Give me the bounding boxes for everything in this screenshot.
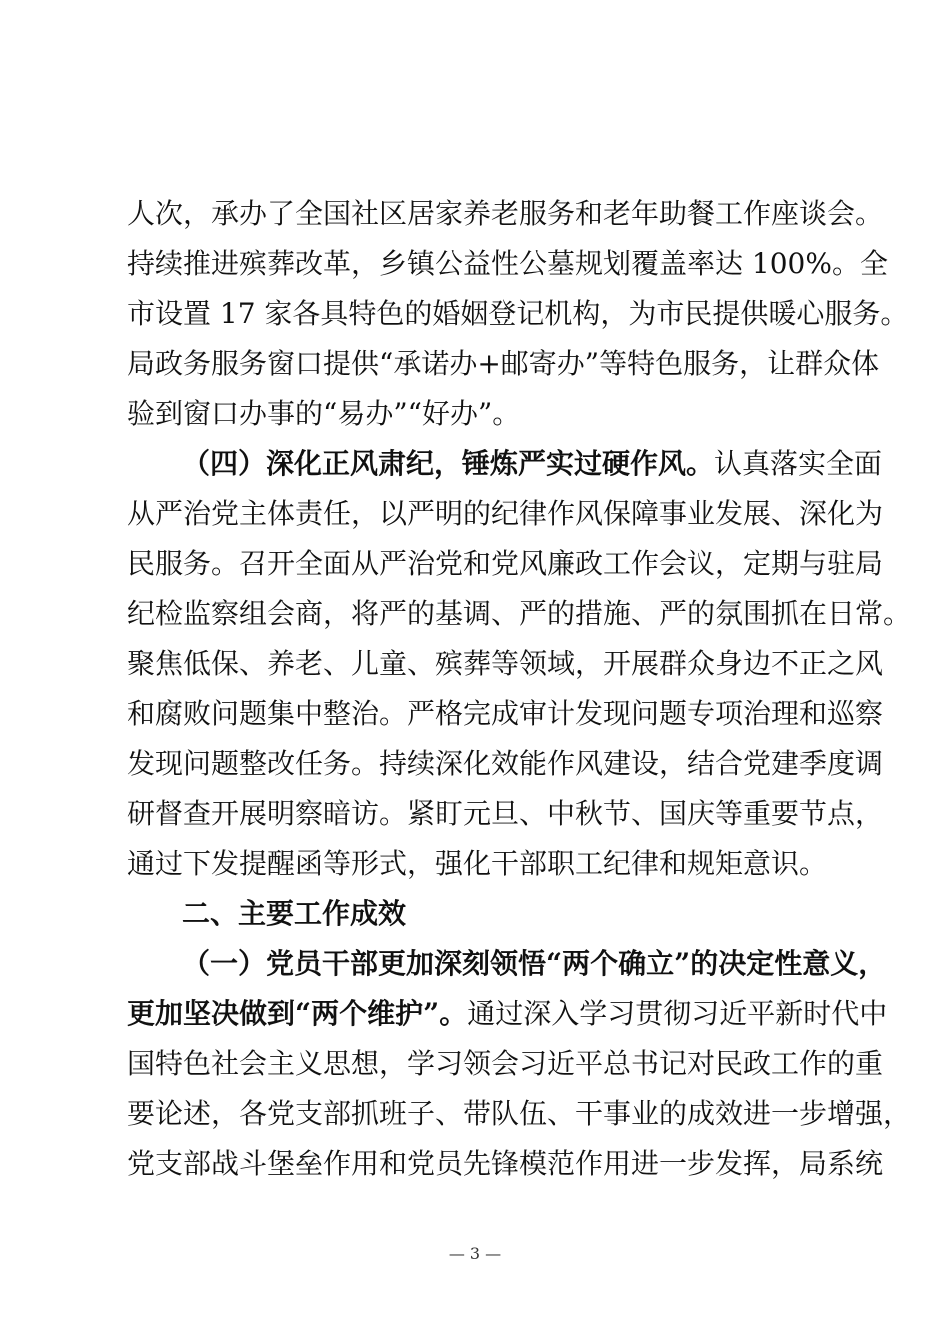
body-text-line: 研督查开展明察暗访。紧盯元旦、中秋节、国庆等重要节点， — [127, 797, 884, 830]
body-text-line: 持续推进殡葬改革，乡镇公益性公墓规划覆盖率达 100%。全 — [127, 247, 888, 280]
page-number: — 3 — — [448, 1244, 502, 1263]
body-text-line: 聚焦低保、养老、儿童、殡葬等领域，开展群众身边不正之风 — [127, 647, 884, 680]
subsection-heading-continuation: 更加坚决做到“两个维护”。 — [127, 997, 468, 1030]
section-heading: 二、主要工作成效 — [182, 897, 407, 930]
body-text-line: 从严治党主体责任，以严明的纪律作风保障事业发展、深化为 — [127, 497, 884, 530]
body-text-line: 党支部战斗堡垒作用和党员先锋模范作用进一步发挥，局系统 — [127, 1147, 884, 1180]
subsection-paragraph-line — [127, 996, 888, 1032]
body-text-fragment: 认真落实全面 — [714, 447, 883, 480]
body-text-line: 要论述，各党支部抓班子、带队伍、干事业的成效进一步增强， — [127, 1097, 912, 1130]
body-text-line: 纪检监察组会商，将严的基调、严的措施、严的氛围抓在日常。 — [127, 597, 912, 630]
body-text-line: 局政务服务窗口提供“承诺办+邮寄办”等特色服务，让群众体 — [127, 347, 880, 380]
body-text-line: 民服务。召开全面从严治党和党风廉政工作会议，定期与驻局 — [127, 547, 884, 580]
section-lead-heading: （四）深化正风肃纪，锤炼严实过硬作风。 — [182, 447, 715, 480]
section-paragraph-first-line — [182, 446, 882, 482]
body-text-line: 市设置 17 家各具特色的婚姻登记机构，为市民提供暖心服务。 — [127, 297, 909, 330]
body-text-line: 验到窗口办事的“易办”“好办”。 — [127, 397, 521, 430]
body-text-fragment: 通过深入学习贯彻习近平新时代中 — [467, 997, 888, 1030]
body-text-line: 人次，承办了全国社区居家养老服务和老年助餐工作座谈会。 — [127, 197, 884, 230]
subsection-heading-line: （一）党员干部更加深刻领悟“两个确立”的决定性意义， — [182, 947, 887, 980]
body-text-line: 通过下发提醒函等形式，强化干部职工纪律和规矩意识。 — [127, 847, 828, 880]
body-text-line: 和腐败问题集中整治。严格完成审计发现问题专项治理和巡察 — [127, 697, 884, 730]
body-text-line: 发现问题整改任务。持续深化效能作风建设，结合党建季度调 — [127, 747, 884, 780]
body-text-line: 国特色社会主义思想，学习领会习近平总书记对民政工作的重 — [127, 1047, 884, 1080]
